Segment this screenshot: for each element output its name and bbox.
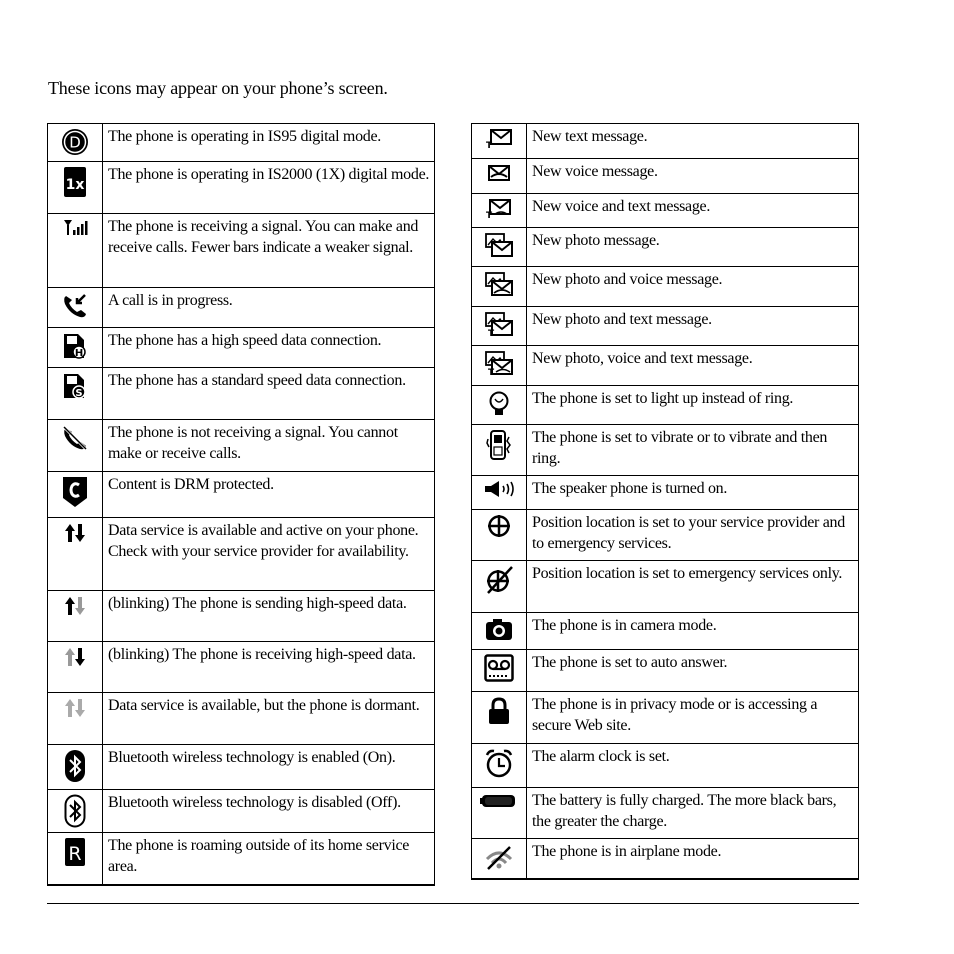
icon-description: The phone is operating in IS95 digital mode. [103,124,435,162]
text-message-icon [472,124,527,159]
data-active-icon [48,518,103,591]
footer-rule [47,903,859,904]
alarm-clock-icon [472,744,527,788]
svg-text:T: T [488,368,495,376]
svg-text:D: D [69,133,81,152]
digital-mode-d-icon [48,124,103,162]
table-row [472,744,859,788]
icon-description: The alarm clock is set. [527,744,859,788]
table-row [48,420,435,472]
table-row [472,124,859,159]
no-signal-icon [48,420,103,472]
table-row [48,368,435,420]
icon-description: New photo message. [527,228,859,267]
voice-message-icon [472,159,527,194]
svg-text:T: T [486,211,493,220]
table-row [48,214,435,288]
icon-description: The speaker phone is turned on. [527,476,859,510]
camera-mode-icon [472,613,527,650]
photo-text-message-icon [472,307,527,346]
table-row [472,788,859,839]
icon-description: New photo and text message. [527,307,859,346]
table-row [48,833,435,885]
icon-description: The phone has a high speed data connection. [103,328,435,368]
speakerphone-icon [472,476,527,510]
table-row [472,228,859,267]
bluetooth-off-icon [48,790,103,833]
data-dormant-icon [48,693,103,745]
photo-message-icon [472,228,527,267]
privacy-lock-icon [472,692,527,744]
table-row [48,162,435,214]
table-row [472,194,859,228]
svg-text:H: H [74,348,84,359]
icon-description: New photo, voice and text message. [527,346,859,386]
svg-text:T: T [488,329,495,337]
table-row [48,693,435,745]
svg-text:1x: 1x [65,177,85,193]
table-row [472,267,859,307]
data-receiving-icon [48,642,103,693]
table-row [472,159,859,194]
voice-text-message-icon [472,194,527,228]
icon-description: The battery is fully charged. The more black bars, the greater the charge. [527,788,859,839]
icon-description: The phone is in privacy mode or is accessing a secure Web site. [527,692,859,744]
icon-description: The phone is in camera mode. [527,613,859,650]
table-row [472,839,859,879]
icon-description: The phone is set to light up instead of ring. [527,386,859,425]
call-in-progress-icon [48,288,103,328]
table-row [472,425,859,476]
icon-description: Data service is available, but the phone is dormant. [103,693,435,745]
standard-speed-data-icon [48,368,103,420]
auto-answer-icon [472,650,527,692]
icon-description: The phone is set to auto answer. [527,650,859,692]
table-row [48,124,435,162]
table-row [48,288,435,328]
icon-description: The phone is operating in IS2000 (1X) digital mode. [103,162,435,214]
icon-description: Content is DRM protected. [103,472,435,518]
table-row [48,518,435,591]
table-row [48,642,435,693]
light-up-icon [472,386,527,425]
table-row [472,613,859,650]
icon-description: New voice message. [527,159,859,194]
table-row [48,472,435,518]
table-row [48,328,435,368]
table-row [472,476,859,510]
icon-description: Position location is set to your service provider and to emergency services. [527,510,859,561]
photo-voice-message-icon [472,267,527,307]
icon-description: The phone is set to vibrate or to vibrate and then ring. [527,425,859,476]
location-emergency-icon [472,561,527,613]
icon-description: The phone is roaming outside of its home service area. [103,833,435,885]
roaming-icon [48,833,103,885]
icon-description: The phone is not receiving a signal. You cannot make or receive calls. [103,420,435,472]
table-row [472,307,859,346]
icon-description: New photo and voice message. [527,267,859,307]
table-row [472,692,859,744]
icon-description: Bluetooth wireless technology is enabled (On). [103,745,435,790]
icon-description: The phone is receiving a signal. You can make and receive calls. Fewer bars indicate a weaker signal. [103,214,435,288]
signal-strength-icon [48,214,103,288]
icon-description: New voice and text message. [527,194,859,228]
table-row [48,591,435,642]
location-on-icon [472,510,527,561]
svg-text:S: S [75,388,83,399]
icon-description: (blinking) The phone is receiving high-speed data. [103,642,435,693]
icon-description: The phone is in airplane mode. [527,839,859,879]
photo-voice-text-message-icon [472,346,527,386]
icon-description: New text message. [527,124,859,159]
battery-full-icon [472,788,527,839]
bluetooth-on-icon [48,745,103,790]
svg-text:R: R [68,843,82,865]
table-row [472,650,859,692]
icon-description: The phone has a standard speed data connection. [103,368,435,420]
intro-text: These icons may appear on your phone’s screen. [48,78,388,98]
icon-description: A call is in progress. [103,288,435,328]
icon-description: (blinking) The phone is sending high-speed data. [103,591,435,642]
high-speed-data-icon [48,328,103,368]
table-row [48,745,435,790]
airplane-mode-icon [472,839,527,879]
icon-description: Data service is available and active on your phone. Check with your service provider for availability. [103,518,435,591]
icon-description: Position location is set to emergency services only. [527,561,859,613]
svg-text:T: T [486,141,493,150]
table-row [472,386,859,425]
drm-protected-icon [48,472,103,518]
data-sending-icon [48,591,103,642]
table-row [472,561,859,613]
icon-description: Bluetooth wireless technology is disabled (Off). [103,790,435,833]
1x-mode-icon [48,162,103,214]
icon-table-right [471,123,859,880]
vibrate-icon [472,425,527,476]
icon-table-left [47,123,435,886]
table-row [472,346,859,386]
table-row [472,510,859,561]
table-row [48,790,435,833]
